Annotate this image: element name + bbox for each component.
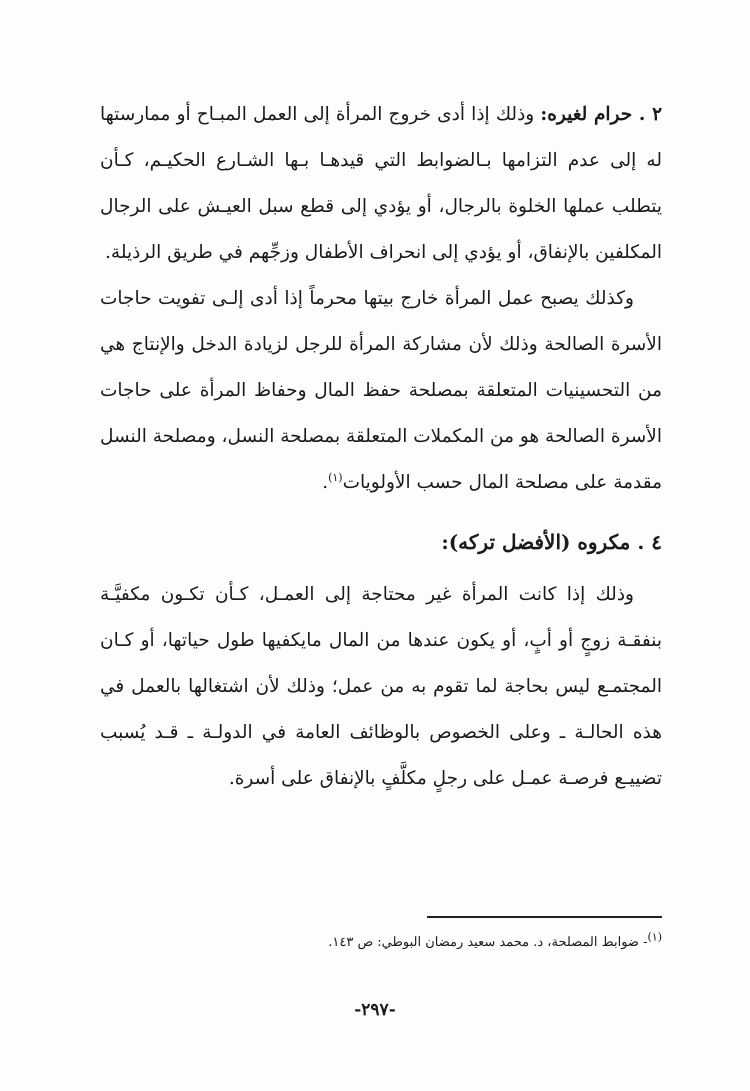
main-text (100, 92, 662, 802)
section-heading-makruh: ٤ . مكروه (الأفضل تركه): (441, 530, 662, 554)
footnote-text: - ضوابط المصلحة، د. محمد سعيد رمضان البوطي: ص ١٤٣. (328, 935, 648, 950)
footnote-divider (427, 916, 662, 918)
paragraph-family-needs (100, 276, 662, 506)
footnote-reference[interactable]: (١) (328, 470, 343, 484)
paragraph-family-needs-text: وكذلك يصبح عمل المرأة خارج بيتها محرماً إذا أدى إلـى تفويت حاجات الأسرة الصالحة وذلك لأن مشاركة المرأة للرجل لزيادة الدخل والإنتاج هي من التحسينيات المتعلقة بمصلحة حفظ المال وحفاظ المرأة على حاجات الأسرة الصالحة هو من المكملات المتعلقة بمصلحة النسل، ومصلحة النسل مقدمة على مصلحة المال حسب الأولويات (100, 288, 662, 493)
paragraph-makruh: وذلك إذا كانت المرأة غير محتاجة إلى العمـل، كـأن تكـون مكفيَّـة بنفقـة زوجٍ أو أبٍ، أو يكون عندها من المال مايكفيها طول حياتها، أو كـان المجتمـع ليس بحاجة لما تقوم به من عمل؛ وذلك لأن اشتغالها بالعمل في هذه الحالـة ـ وعلى الخصوص بالوظائف العامة في الدولـة ـ قـد يُسبب تضييـع فرصـة عمـل على رجلٍ مكلَّفٍ بالإنفاق على أسرة. (100, 584, 662, 789)
footnote (200, 928, 662, 958)
paragraph-family-needs-tail: . (322, 472, 329, 493)
paragraph-haram (100, 92, 662, 276)
item-title-haram-lighayrihi: ٢ . حرام لغيره: (540, 104, 662, 125)
paragraph-haram-text: وذلك إذا أدى خروج المرأة إلى العمل المبـاح أو ممارستها له إلى عدم التزامها بـالضوابط التي قيدهـا بـها الشـارع الحكيـم، كـأن يتطلب عملها الخلوة بالرجال، أو يؤدي إلى قطع سبل العيـش على الرجال المكلفين بالإنفاق، أو يؤدي إلى انحراف الأطفال وزجِّهم في طريق الرذيلة. (100, 104, 662, 263)
footnote-marker: (١) (647, 930, 662, 944)
page-number: -٢٩٧- (354, 1000, 396, 1020)
